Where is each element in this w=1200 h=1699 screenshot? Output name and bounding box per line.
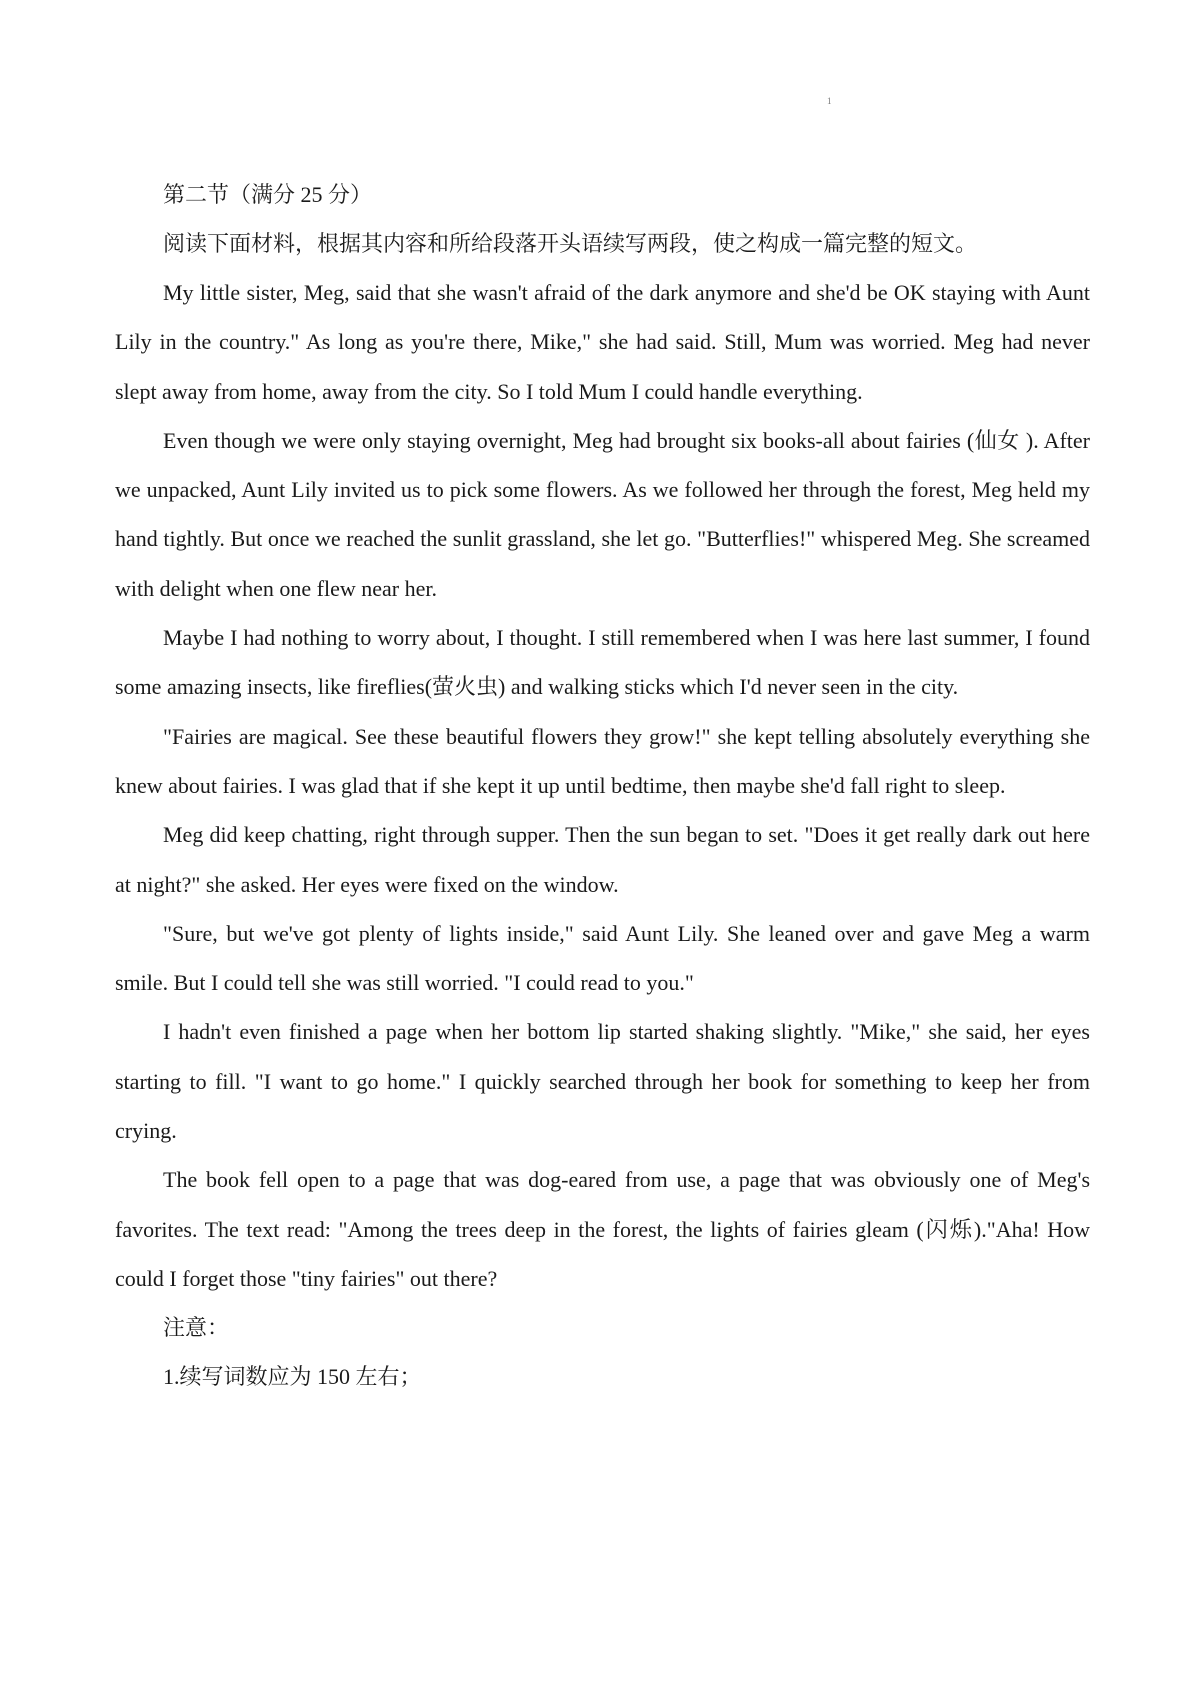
story-paragraph-4: "Fairies are magical. See these beautiful flowers they grow!" she kept telling absolutely everything she knew about fairies. I was glad that if she kept it up until bedtime, then maybe she'd fall right to sleep. bbox=[115, 723, 1090, 798]
story-paragraph-7: I hadn't even finished a page when her bottom lip started shaking slightly. "Mike," she said, her eyes starting to fill. "I want to go home." I quickly searched through her book for something to keep her from crying. bbox=[115, 1019, 1090, 1144]
story-paragraph-1: My little sister, Meg, said that she wasn't afraid of the dark anymore and she'd be OK staying with Aunt Lily in the country." As long as you're there, Mike," she had said. Still, Mum was worried. Meg had never slept away from home, away from the city. So I told Mum I could handle everything. bbox=[115, 280, 1090, 404]
section-heading: 第二节（满分 25 分） bbox=[163, 182, 373, 207]
note-item-1: 1.续写词数应为 150 左右； bbox=[163, 1364, 422, 1390]
story-paragraph-3: Maybe I had nothing to worry about, I thought. I still remembered when I was here last summer, I found some amazing insects, like fireflies(萤火虫) and walking sticks which I'd never seen in the city. bbox=[115, 625, 1090, 700]
story-paragraph-2: Even though we were only staying overnight, Meg had brought six books-all about fairies (仙女 ). After we unpacked, Aunt Lily invited us to pick some flowers. As we followed her through the forest, Meg held my hand tightly. But once we reached the sunlit grassland, she let go. "Butterflies!" whispered Meg. She screamed with delight when one flew near her. bbox=[115, 427, 1090, 601]
story-paragraph-8: The book fell open to a page that was dog-eared from use, a page that was obviously one of Meg's favorites. The text read: "Among the trees deep in the forest, the lights of fairies gleam (闪烁)."Aha! How could I forget those "tiny fairies" out there? bbox=[115, 1167, 1090, 1291]
page-mark: 1 bbox=[827, 96, 832, 106]
document-content bbox=[115, 170, 1090, 1401]
notes-heading: 注意： bbox=[163, 1315, 230, 1341]
story-paragraph-6: "Sure, but we've got plenty of lights inside," said Aunt Lily. She leaned over and gave Meg a warm smile. But I could tell she was still worried. "I could read to you." bbox=[115, 920, 1090, 996]
story-paragraph-5: Meg did keep chatting, right through supper. Then the sun began to set. "Does it get really dark out here at night?" she asked. Her eyes were fixed on the window. bbox=[115, 822, 1090, 897]
instruction-text: 阅读下面材料，根据其内容和所给段落开头语续写两段，使之构成一篇完整的短文。 bbox=[163, 231, 978, 256]
